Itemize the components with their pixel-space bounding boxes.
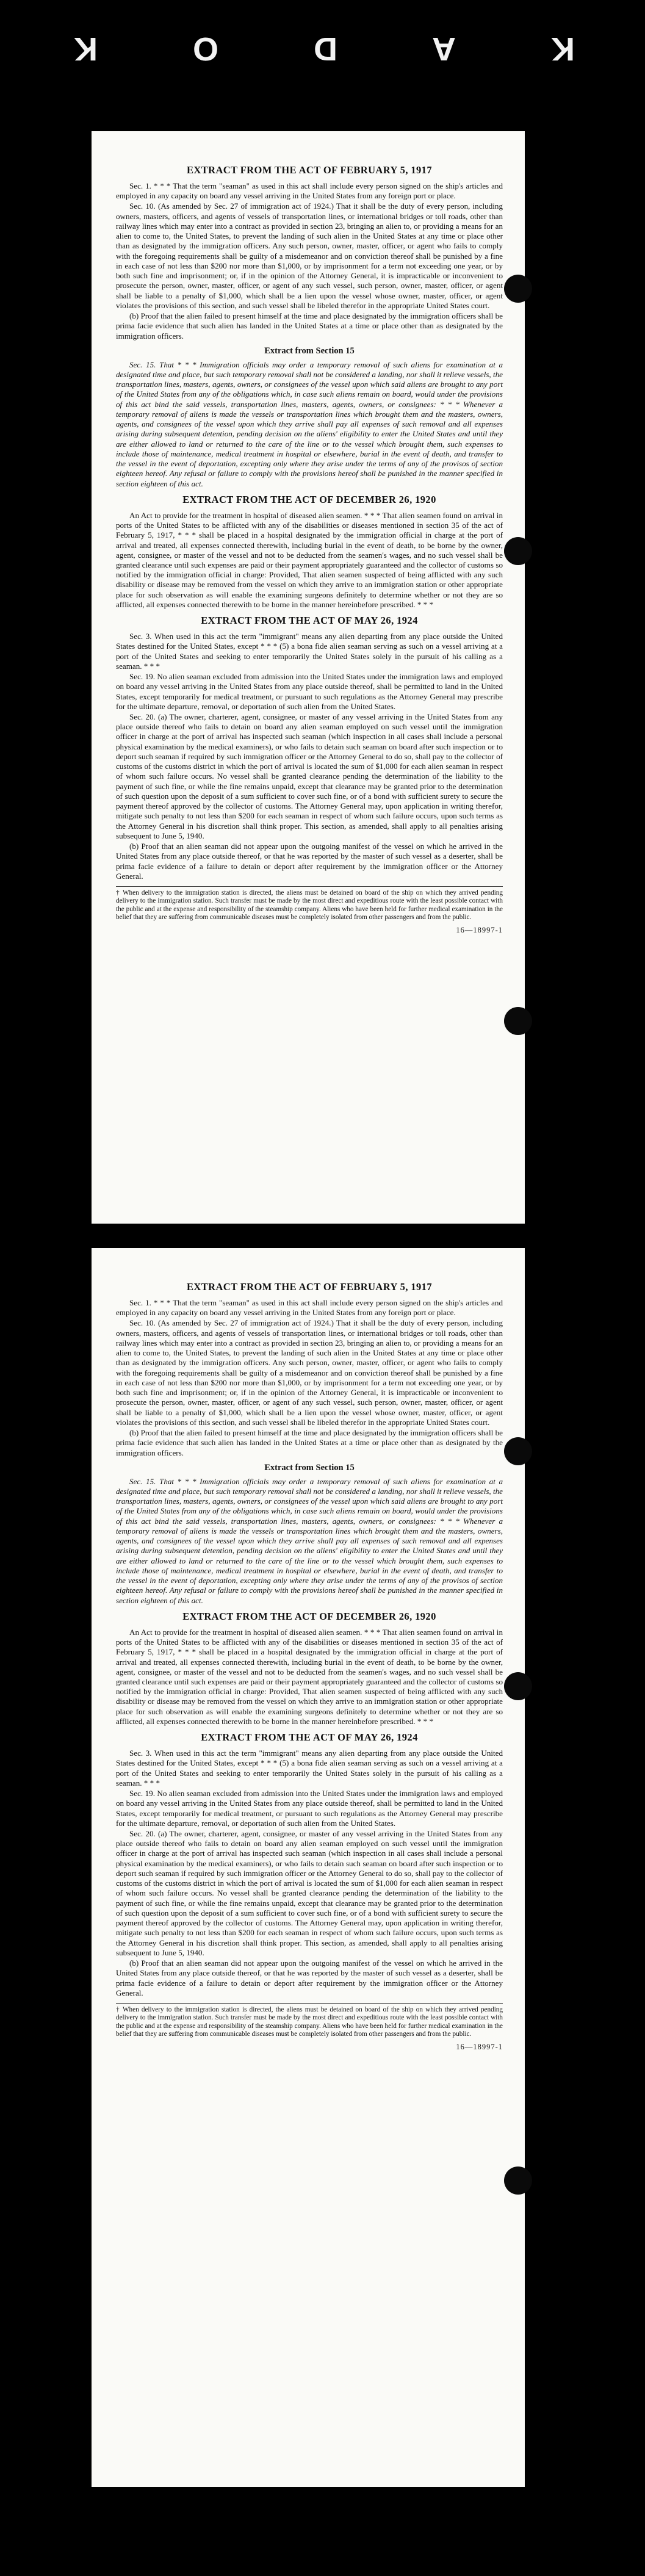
punch-hole-icon bbox=[504, 1672, 532, 1700]
paragraph: Sec. 19. No alien seaman excluded from admission into the United States under the immigration laws and employed on board any vessel arriving in the United States from any place outside thereof, shall be permitted to land in the United States, except temporarily for medical treatment, or pursuant to such regulations as the Attorney General may prescribe for the ultimate departure, removal, or deportation of such alien from the United States. bbox=[116, 1789, 503, 1828]
paragraph: Sec. 19. No alien seaman excluded from admission into the United States under the immigration laws and employed on board any vessel arriving in the United States from any place outside thereof, shall be permitted to land in the United States, except temporarily for medical treatment, or pursuant to such regulations as the Attorney General may prescribe for the ultimate departure, removal, or deportation of such alien from the United States. bbox=[116, 672, 503, 711]
section-heading: EXTRACT FROM THE ACT OF DECEMBER 26, 1920 bbox=[182, 493, 436, 505]
document-page-1 bbox=[92, 131, 525, 1224]
form-code: 16—18997-1 bbox=[456, 2042, 503, 2051]
film-letter: D bbox=[309, 31, 337, 67]
section-heading: EXTRACT FROM THE ACT OF FEBRUARY 5, 1917 bbox=[187, 1281, 432, 1293]
film-letter: A bbox=[428, 31, 456, 67]
footnote: † When delivery to the immigration station is directed, the aliens must be detained on board of the ship on which they arrived pending delivery to the immigration station. Such transfer must be made by the most direct and expeditious route with the least possible contact with the public and at the expense and responsibility of the steamship company. Aliens who have been held for further medical examination in the belief that they are suffering from communicable diseases must be completely isolated from other passengers and from the public. bbox=[116, 2003, 503, 2039]
paragraph: Sec. 1. * * * That the term "seaman" as used in this act shall include every person signed on the ship's articles and employed in any capacity on board any vessel arriving in the United States from any foreign port or place. bbox=[116, 181, 503, 201]
section-subheading: Extract from Section 15 bbox=[264, 345, 355, 356]
paragraph: Sec. 10. (As amended by Sec. 27 of immigration act of 1924.) That it shall be the duty of every person, including owners, masters, officers, and agents of vessels of transportation lines, or international bridges or toll roads, other than railway lines which may enter into a contract as provided in section 23, bringing an alien to, or providing a means for an alien to come to, the United States, to prevent the landing of such alien in the United States at any time or place other than as designated by the immigration officers. Any such person, owner, master, officer, or agent who fails to comply with the foregoing requirements shall be guilty of a misdemeanor and on conviction thereof shall be punished by a fine in each case of not less than $200 nor more than $1,000, or by imprisonment for a term not exceeding one year, or by both such fine and imprisonment; or, if in the opinion of the Attorney General, it is impracticable or inconvenient to prosecute the person, owner, master, officer, or agent of any such vessel, such person, owner, master, officer, or agent shall be liable to a penalty of $1,000, which shall be a lien upon the vessel whose owner, master, officer, or agent violates the provisions of this section, and such vessel shall be libeled therefor in the appropriate United States court. bbox=[116, 1318, 503, 1427]
section-heading: EXTRACT FROM THE ACT OF MAY 26, 1924 bbox=[201, 615, 418, 627]
paragraph: Sec. 20. (a) The owner, charterer, agent, consignee, or master of any vessel arriving in the United States from any place outside thereof who fails to detain on board any alien seaman employed on such vessel until the immigration officer in charge at the port of arrival has inspected such seaman (which inspection in all cases shall include a personal physical examination by the medical examiners), or who fails to detain such seaman on board after such inspection or to deport such seaman if required by such immigration officer or the Attorney General to do so, shall pay to the collector of customs of the customs district in which the port of arrival is located the sum of $1,000 for each alien seaman in respect of whom such failure occurs. No vessel shall be granted clearance pending the determination of the liability to the payment of such fine, or while the fine remains unpaid, except that clearance may be granted prior to the determination of such question upon the deposit of a sum sufficient to cover such fine, or of a bond with sufficient surety to secure the payment thereof approved by the collector of customs. The Attorney General may, upon application in writing therefor, mitigate such penalty to not less than $200 for each seaman in respect of whom such failure occurs, upon such terms as the Attorney General in his discretion shall think proper. This section, as amended, shall apply to all penalties arising subsequent to June 5, 1940. bbox=[116, 1829, 503, 1957]
section-heading: EXTRACT FROM THE ACT OF DECEMBER 26, 1920 bbox=[182, 1610, 436, 1622]
paragraph: (b) Proof that an alien seaman did not appear upon the outgoing manifest of the vessel on which he arrived in the United States from any place outside thereof, or that he was reported by the master of such vessel as a deserter, shall be prima facie evidence of a failure to detain or deport after requirement by the immigration officer or the Attorney General. bbox=[116, 1958, 503, 1997]
punch-hole-icon bbox=[504, 2167, 532, 2195]
paragraph: An Act to provide for the treatment in hospital of diseased alien seamen. * * * That alien seamen found on arrival in ports of the United States to be afflicted with any of the disabilities or diseases mentioned in section 35 of the act of February 5, 1917, * * * shall be placed in a hospital designated by the immigration official in charge at the port of arrival and treated, all expenses connected therewith, including burial in the event of death, to be borne by the owner, agent, consignee, or master of the vessel and not to be deducted from the seamen's wages, and no such vessel shall be granted clearance until such expenses are paid or their payment appropriately guaranteed and the collector of customs so notified by the immigration official in charge: Provided, That alien seamen suspected of being afflicted with any such disability or disease may be removed from the vessel on which they arrive to an immigration station or other appropriate place for such observation as will enable the examining surgeons definitely to determine whether or not they are so afflicted, all expenses connected therewith to be borne in the manner hereinbefore prescribed. * * * bbox=[116, 510, 503, 609]
section-heading: EXTRACT FROM THE ACT OF MAY 26, 1924 bbox=[201, 1731, 418, 1744]
punch-hole-icon bbox=[504, 537, 532, 565]
section-subheading: Extract from Section 15 bbox=[264, 1462, 355, 1473]
footnote: † When delivery to the immigration station is directed, the aliens must be detained on board of the ship on which they arrived pending delivery to the immigration station. Such transfer must be made by the most direct and expeditious route with the least possible contact with the public and at the expense and responsibility of the steamship company. Aliens who have been held for further medical examination in the belief that they are suffering from communicable diseases must be completely isolated from other passengers and from the public. bbox=[116, 886, 503, 922]
film-letter: K bbox=[547, 31, 575, 67]
paragraph: Sec. 10. (As amended by Sec. 27 of immigration act of 1924.) That it shall be the duty of every person, including owners, masters, officers, and agents of vessels of transportation lines, or international bridges or toll roads, other than railway lines which may enter into a contract as provided in section 23, bringing an alien to, or providing a means for an alien to come to, the United States, to prevent the landing of such alien in the United States at any time or place other than as designated by the immigration officers. Any such person, owner, master, officer, or agent who fails to comply with the foregoing requirements shall be guilty of a misdemeanor and on conviction thereof shall be punished by a fine in each case of not less than $200 nor more than $1,000, or by imprisonment for a term not exceeding one year, or by both such fine and imprisonment; or, if in the opinion of the Attorney General, it is impracticable or inconvenient to prosecute the person, owner, master, officer, or agent of any such vessel, such person, owner, master, officer, or agent shall be liable to a penalty of $1,000, which shall be a lien upon the vessel whose owner, master, officer, or agent violates the provisions of this section, and such vessel shall be libeled therefor in the appropriate United States court. bbox=[116, 201, 503, 310]
form-code: 16—18997-1 bbox=[456, 925, 503, 934]
paragraph: Sec. 1. * * * That the term "seaman" as used in this act shall include every person signed on the ship's articles and employed in any capacity on board any vessel arriving in the United States from any foreign port or place. bbox=[116, 1298, 503, 1318]
punch-hole-icon bbox=[504, 275, 532, 303]
paragraph: (b) Proof that the alien failed to present himself at the time and place designated by the immigration officers shall be prima facie evidence that such alien has landed in the United States at a time or place other than as designated by the immigration officers. bbox=[116, 1428, 503, 1457]
punch-hole-icon bbox=[504, 1007, 532, 1035]
film-edge-label bbox=[0, 0, 645, 98]
paragraph: An Act to provide for the treatment in hospital of diseased alien seamen. * * * That alien seamen found on arrival in ports of the United States to be afflicted with any of the disabilities or diseases mentioned in section 35 of the act of February 5, 1917, * * * shall be placed in a hospital designated by the immigration official in charge at the port of arrival and treated, all expenses connected therewith, including burial in the event of death, to be borne by the owner, agent, consignee, or master of the vessel and not to be deducted from the seamen's wages, and no such vessel shall be granted clearance until such expenses are paid or their payment appropriately guaranteed and the collector of customs so notified by the immigration official in charge: Provided, That alien seamen suspected of being afflicted with any such disability or disease may be removed from the vessel on which they arrive to an immigration station or other appropriate place for such observation as will enable the examining surgeons definitely to determine whether or not they are so afflicted, all expenses connected therewith to be borne in the manner hereinbefore prescribed. * * * bbox=[116, 1627, 503, 1726]
paragraph: Sec. 3. When used in this act the term "immigrant" means any alien departing from any place outside the United States destined for the United States, except * * * (5) a bona fide alien seaman serving as such on a vessel arriving at a port of the United States and seeking to enter temporarily the United States solely in the pursuit of his calling as a seaman. * * * bbox=[116, 632, 503, 671]
punch-hole-icon bbox=[504, 1437, 532, 1465]
paragraph: Sec. 15. That * * * Immigration officials may order a temporary removal of such aliens for examination at a designated time and place, but such temporary removal shall not be considered a landing, nor shall it relieve vessels, the transportation lines, masters, agents, owners, or consignees of the vessel upon which said aliens are brought to any port of the United States from any of the obligations which, in case such aliens remain on board, would under the provisions of this act bind the said vessels, transportation lines, masters, agents, owners, or consignees: * * * Whenever a temporary removal of aliens is made the vessels or transportation lines which brought them and the masters, owners, agents, and consignees of the vessel upon which they arrive shall pay all expenses of such removal and all expenses arising during subsequent detention, pending decision on the aliens' eligibility to enter the United States and until they are either allowed to land or returned to the care of the line or to the vessel which brought them, such expenses to include those of maintenance, medical treatment in hospital or elsewhere, burial in the event of death, and transfer to the vessel in the event of deportation, excepting only where they arise under the terms of any of the provisos of section eighteen hereof. Any refusal or failure to comply with the provisions hereof shall be punished in the manner specified in section eighteen of this act. bbox=[116, 359, 503, 488]
paragraph: Sec. 15. That * * * Immigration officials may order a temporary removal of such aliens for examination at a designated time and place, but such temporary removal shall not be considered a landing, nor shall it relieve vessels, the transportation lines, masters, agents, owners, or consignees of the vessel upon which said aliens are brought to any port of the United States from any of the obligations which, in case such aliens remain on board, would under the provisions of this act bind the said vessels, transportation lines, masters, agents, owners, or consignees: * * * Whenever a temporary removal of aliens is made the vessels or transportation lines which brought them and the masters, owners, agents, and consignees of the vessel upon which they arrive shall pay all expenses of such removal and all expenses arising during subsequent detention, pending decision on the aliens' eligibility to enter the United States and until they are either allowed to land or returned to the care of the line or to the vessel which brought them, such expenses to include those of maintenance, medical treatment in hospital or elsewhere, burial in the event of death, and transfer to the vessel in the event of deportation, excepting only where they arise under the terms of any of the provisos of section eighteen hereof. Any refusal or failure to comply with the provisions hereof shall be punished in the manner specified in section eighteen of this act. bbox=[116, 1476, 503, 1605]
paragraph: Sec. 3. When used in this act the term "immigrant" means any alien departing from any place outside the United States destined for the United States, except * * * (5) a bona fide alien seaman serving as such on a vessel arriving at a port of the United States and seeking to enter temporarily the United States solely in the pursuit of his calling as a seaman. * * * bbox=[116, 1748, 503, 1788]
section-heading: EXTRACT FROM THE ACT OF FEBRUARY 5, 1917 bbox=[187, 164, 432, 176]
document-page-2 bbox=[92, 1248, 525, 2487]
paragraph: Sec. 20. (a) The owner, charterer, agent, consignee, or master of any vessel arriving in the United States from any place outside thereof who fails to detain on board any alien seaman employed on such vessel until the immigration officer in charge at the port of arrival has inspected such seaman (which inspection in all cases shall include a personal physical examination by the medical examiners), or who fails to detain such seaman on board after such inspection or to deport such seaman if required by such immigration officer or the Attorney General to do so, shall pay to the collector of customs of the customs district in which the port of arrival is located the sum of $1,000 for each alien seaman in respect of whom such failure occurs. No vessel shall be granted clearance pending the determination of the liability to the payment of such fine, or while the fine remains unpaid, except that clearance may be granted prior to the determination of such question upon the deposit of a sum sufficient to cover such fine, or of a bond with sufficient surety to secure the payment thereof approved by the collector of customs. The Attorney General may, upon application in writing therefor, mitigate such penalty to not less than $200 for each seaman in respect of whom such failure occurs, upon such terms as the Attorney General in his discretion shall think proper. This section, as amended, shall apply to all penalties arising subsequent to June 5, 1940. bbox=[116, 712, 503, 840]
film-letter: O bbox=[189, 31, 218, 67]
paragraph: (b) Proof that an alien seaman did not appear upon the outgoing manifest of the vessel on which he arrived in the United States from any place outside thereof, or that he was reported by the master of such vessel as a deserter, shall be prima facie evidence of a failure to detain or deport after requirement by the immigration officer or the Attorney General. bbox=[116, 842, 503, 881]
film-letter: K bbox=[70, 31, 98, 67]
paragraph: (b) Proof that the alien failed to present himself at the time and place designated by the immigration officers shall be prima facie evidence that such alien has landed in the United States at a time or place other than as designated by the immigration officers. bbox=[116, 311, 503, 341]
